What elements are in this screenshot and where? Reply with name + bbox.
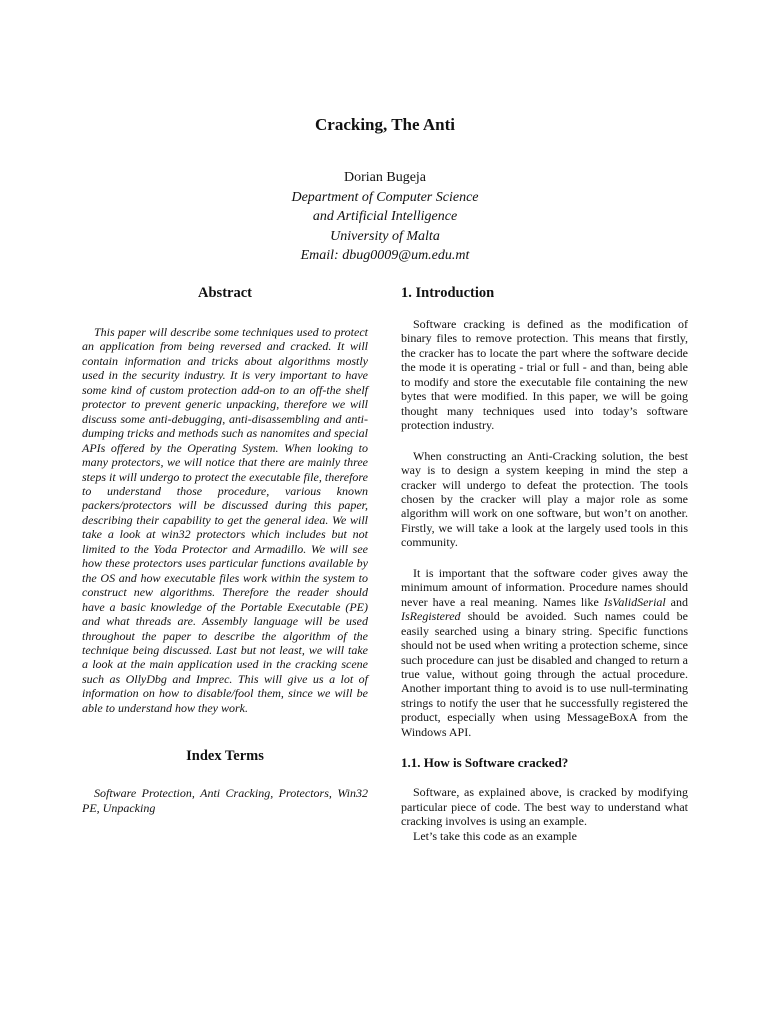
author-name: Dorian Bugeja (343, 170, 427, 185)
left-column (82, 285, 368, 815)
author-block (0, 168, 770, 266)
abstract-text: This paper will describe some techniques used to protect an application from being reversed and cracked. It will contain information and tricks about algorithms mostly used in the security industry. It is very important to have some kind of custom protection add-on to an off-the shelf protector to prevent generic unpacking, therefore we will discuss some anti-debugging, anti-disassembling and anti-dumping tricks and methods such as nanomites and special APIs offered by the Operating System. When looking to many protectors, we will notice that there are mainly three steps it will undergo to protect the executable file, therefore to understand those procedure, various known packers/protectors will be discussed during this paper, describing their capability to get the general idea. We will take a look at win32 protectors which includes but not limited to the Yoda Protector and Armadillo. We will see how these protectors uses particular functions available by the OS and how executable files work within the system to construct new algorithms. Therefore the reader should have a basic knowledge of the Portable Executable (PE) and what threads are. Assembly language will be used throughout the paper to describe the algorithm of the technique being discussed. Last but not least, we will take a look at the main application used in the cracking scene such as OllyDbg and Imprec. This will give us a lot of information on how to disable/fool them, since we will be able to understand how they work. (82, 325, 368, 715)
intro-paragraph-2: When constructing an Anti-Cracking solution, the best way is to design a system keeping in mind the step a cracker will undergo to defeat the protection. The tools chosen by the cracker will play a major role as some algorithm will work on one software, but won’t on another. Firstly, we will take a look at the largely used tools in this community. (401, 448, 688, 550)
p3-term-isvalidserial: IsValidSerial (603, 594, 666, 609)
paper-title: Cracking, The Anti (315, 115, 455, 134)
subsection-heading: 1.1. How is Software cracked? (401, 755, 569, 771)
introduction-heading: 1. Introduction (401, 285, 495, 301)
p3-text-c: should be avoided. Such names could be easily searched using a binary string. Specific functions should not be used when writing a protection scheme, since such procedure can just be disabled and changed to return a true value, without going through the actual procedure. Another important thing to avoid is to use null-terminating strings to notify the user that he successfully registered the product, especially when using MessageBoxA from the Windows API. (401, 609, 688, 739)
subsection-paragraph-1: Software, as explained above, is cracked by modifying particular piece of code. The best way to understand what cracking involves is using an example. (401, 785, 688, 829)
p3-text-b: and (665, 594, 689, 609)
index-terms-text: Software Protection, Anti Cracking, Protectors, Win32 PE, Unpacking (82, 786, 368, 815)
p3-term-isregistered: IsRegistered (401, 609, 461, 624)
affiliation-line-3: University of Malta (330, 228, 440, 244)
intro-paragraph-3 (401, 566, 688, 739)
p3-text-a: It is important that the software coder gives away the minimum amount of information. Procedure names should never have a real meaning. Names like (401, 565, 688, 609)
index-terms-heading: Index Terms (186, 748, 264, 765)
subsection-paragraph-2: Let’s take this code as an example (413, 828, 577, 843)
author-email: Email: dbug0009@um.edu.mt (300, 248, 470, 263)
abstract-heading: Abstract (198, 285, 252, 301)
intro-paragraph-1: Software cracking is defined as the modification of binary files to remove protection. This means that firstly, the cracker has to locate the part where the software decide the mode it is operating - trial or full - and than, being able to modify and store the executable file containing the new bytes that were modified. In this paper, we will be going thought many techniques used into today’s software protection industry. (401, 317, 688, 433)
right-column (401, 285, 688, 843)
affiliation-line-1: Department of Computer Science (291, 189, 479, 205)
affiliation-line-2: and Artificial Intelligence (312, 209, 458, 224)
